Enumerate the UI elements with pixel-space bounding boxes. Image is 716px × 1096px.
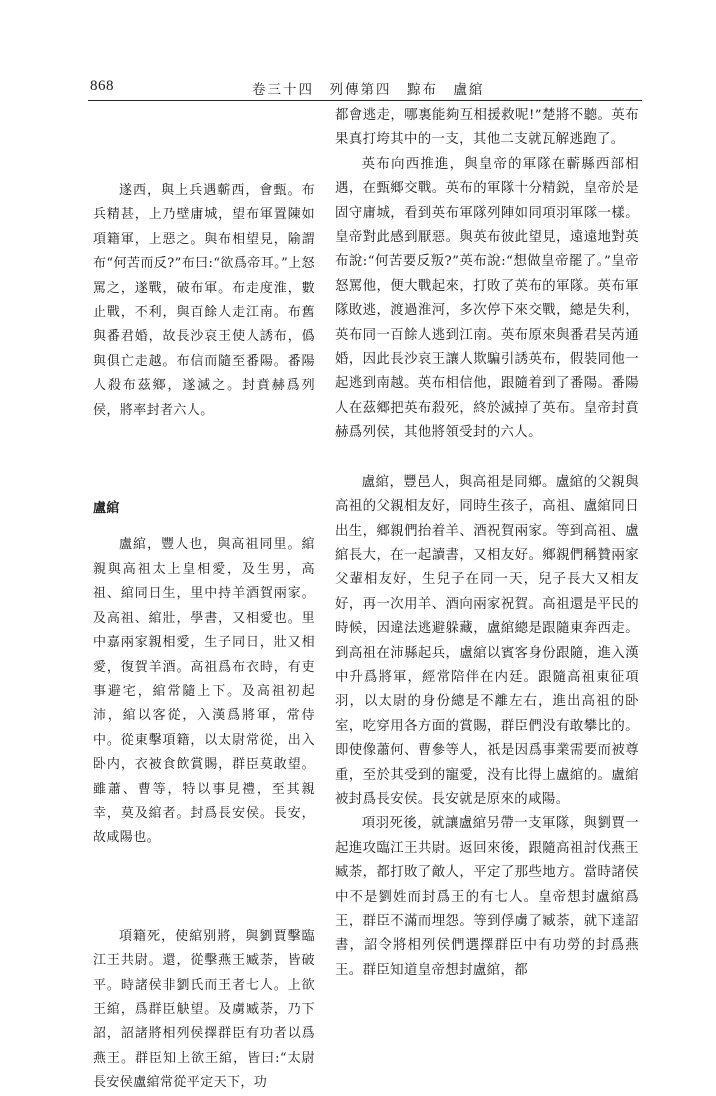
section-title: 盧綰 [93, 501, 120, 517]
classical-text-column [93, 179, 315, 1096]
classical-paragraph-2: 盧綰，豐人也，與高祖同里。綰親與高祖太上皇相愛，及生男，高祖、綰同日生，里中持羊酒賀兩家。及高祖、綰壯，學書，又相愛也。里中嘉兩家親相愛，生子同日，壯又相愛，復賀羊酒。高祖爲布衣時，有吏事避宅，綰常隨上下。及高祖初起沛，綰以客從，入漢爲將軍，常侍中。從東擊項籍，以太尉常從，出入卧内，衣被食飲賞賜，群臣莫敢望。雖蕭、曹等，特以事見禮，至其親幸，莫及綰者。封爲長安侯。長安，故咸陽也。 [93, 537, 315, 846]
header-rule [88, 100, 642, 101]
translation-column [335, 104, 639, 983]
translation-paragraph-2: 英布向西推進，與皇帝的軍隊在蘄縣西部相遇，在甄鄉交戰。英布的軍隊十分精鋭，皇帝於是固守庸城，看到英布軍隊列陣如同項羽軍隊一樣。皇帝對此感到厭惡。與英布彼此望見，遠遠地對英布說:“何苦要反叛?”英布說:“想做皇帝罷了。”皇帝怒罵他，便大戰起來，打敗了英布的軍隊。英布軍隊敗逃，渡過淮河，多次停下來交戰，總是失利，英布同一百餘人逃到江南。英布原來與番君吴芮通婚，因此長沙哀王讓人欺騙引誘英布，假裝同他一起逃到南越。英布相信他，跟隨着到了番陽。番陽人在茲鄉把英布殺死，終於滅掉了英布。皇帝封賁赫爲列侯，其他將領受封的六人。 [335, 156, 639, 441]
section-gap-small [93, 521, 315, 533]
classical-paragraph-1: 遂西，與上兵遇蘄西，會甄。布兵精甚，上乃壁庸城，望布軍置陳如項籍軍，上惡之。與布相望見，隃謂布“何苦而反?”布曰:“欲爲帝耳。”上怒罵之，遂戰，破布軍。布走度淮，數止戰，不利，與百餘人走江南。布舊與番君婚，故長沙哀王使人誘布，僞與俱亡走越。布信而隨至番陽。番陽人殺布茲鄉，遂滅之。封賁赫爲列侯，將率封者六人。 [93, 183, 315, 418]
section-gap [335, 446, 639, 471]
translation-paragraph-3: 盧綰，豐邑人，與高祖是同鄉。盧綰的父親與高祖的父親相友好，同時生孩子，高祖、盧綰同日出生，鄉親們抬着羊、酒祝賀兩家。等到高祖、盧綰長大，在一起讀書，又相友好。鄉親們稱贊兩家父輩相友好，生兒子在同一天，兒子長大又相友好，再一次用羊、酒向兩家祝賀。高祖還是平民的時候，因違法逃避躲藏，盧綰總是跟隨東奔西走。到高祖在沛縣起兵，盧綰以賓客身份跟隨，進入漢中升爲將軍，經常陪伴在内廷。跟隨高祖東征項羽，以太尉的身份總是不離左右，進出高祖的卧室，吃穿用各方面的賞賜，群臣們没有敢攀比的。即使像蕭何、曹參等人，祇是因爲事業需要而被尊重，至於其受到的寵愛，没有比得上盧綰的。盧綰被封爲長安侯。長安就是原來的咸陽。 [335, 474, 639, 807]
translation-paragraph-1: 都會逃走，哪裏能夠互相援救呢!”楚將不聽。英布果真打垮其中的一支，其他二支就瓦解逃跑了。 [335, 108, 639, 148]
translation-paragraph-4: 項羽死後，就讓盧綰另帶一支軍隊，與劉賈一起進攻臨江王共尉。返回來後，跟隨高祖討伐燕王臧荼，都打敗了敵人，平定了那些地方。當時諸侯中不是劉姓而封爲王的有七人。皇帝想封盧綰爲王，群臣不滿而埋怨。等到俘虜了臧荼，就下達詔書，詔令將相列侯們選擇群臣中有功勞的封爲燕王。群臣知道皇帝想封盧綰，都 [335, 816, 639, 978]
section-gap [93, 423, 315, 497]
classical-paragraph-3: 項籍死，使綰别將，與劉賈擊臨江王共尉。還，從擊燕王臧荼，皆破平。時諸侯非劉氏而王者七人。上欲王綰，爲群臣觖望。及虜臧荼，乃下詔，詔諸將相列侯擇群臣有功者以爲燕王。群臣知上欲王綰，皆曰:“太尉長安侯盧綰常從平定天下，功 [93, 928, 315, 1091]
page-number: 868 [90, 78, 114, 94]
section-gap [93, 851, 315, 925]
running-title: 卷三十四 列傳第四 黥布 盧綰 [252, 82, 485, 98]
page-header [0, 0, 716, 110]
